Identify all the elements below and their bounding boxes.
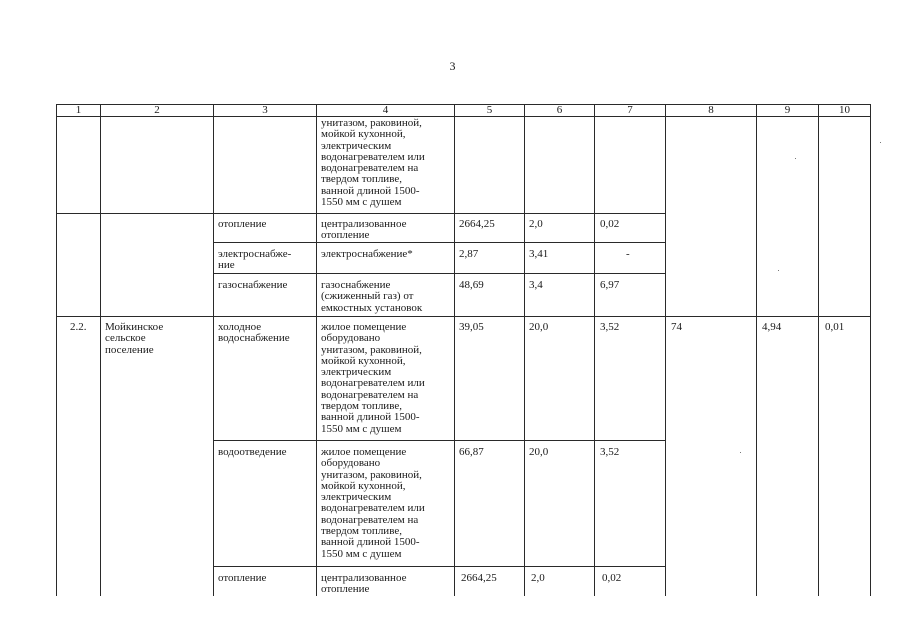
row-a1-description: централизованное отопление (321, 218, 407, 242)
row-a3-description: газоснабжение (сжиженный газ) от емкостных установок (321, 279, 423, 314)
row-sep-b2 (213, 566, 666, 567)
section-b-value-10: 0,01 (825, 321, 845, 333)
continuation-description: унитазом, раковиной, мойкой кухонной, электрическим водонагревателем или водонагревателем на твердом топливе, ванной длиной 1500- 1550 мм с душем (321, 117, 425, 209)
row-b1-description: жилое помещение оборудовано унитазом, раковиной, мойкой кухонной, электрическим водонагревателем или водонагревателем на твердом топливе, ванной длиной 1500- 1550 мм с душем (321, 321, 425, 435)
col-divider-1 (100, 104, 101, 596)
section-separator (56, 316, 870, 317)
col-divider-8 (756, 104, 757, 596)
table-left-border (56, 104, 57, 596)
row-b1-service: холодное водоснабжение (218, 321, 290, 345)
table-right-border (870, 104, 871, 596)
row-b3-value-7: 0,02 (602, 572, 622, 584)
row-a1-value-6: 2,0 (529, 218, 543, 230)
col-divider-4 (454, 104, 455, 596)
row-b3-description: централизованное отопление (321, 572, 407, 596)
row-b3-value-6: 2,0 (531, 572, 545, 584)
row-a1-service: отопление (218, 218, 267, 230)
row-b1-value-6: 20,0 (529, 321, 549, 333)
row-a1-value-5: 2664,25 (459, 218, 495, 230)
header-col-9: 9 (784, 104, 791, 116)
section-b-number: 2.2. (70, 321, 87, 333)
header-col-1: 1 (75, 104, 82, 116)
row-b2-description: жилое помещение оборудовано унитазом, раковиной, мойкой кухонной, электрическим водонагревателем или водонагревателем на твердом топливе, ванной длиной 1500- 1550 мм с душем (321, 446, 425, 560)
scan-speck (778, 270, 779, 271)
col-divider-6 (594, 104, 595, 596)
section-b-value-8: 74 (671, 321, 682, 333)
header-col-6: 6 (556, 104, 563, 116)
row-b1-value-7: 3,52 (600, 321, 620, 333)
row-a2-value-7: - (626, 248, 630, 260)
header-col-5: 5 (486, 104, 493, 116)
row-a2-value-5: 2,87 (459, 248, 479, 260)
row-sep-a1 (56, 213, 666, 214)
row-sep-b1 (213, 440, 666, 441)
row-a2-value-6: 3,41 (529, 248, 549, 260)
scan-speck (880, 142, 881, 143)
col-divider-5 (524, 104, 525, 596)
section-b-settlement: Мойкинское сельское поселение (105, 321, 164, 356)
col-divider-3 (316, 104, 317, 596)
header-col-4: 4 (382, 104, 389, 116)
row-b2-value-7: 3,52 (600, 446, 620, 458)
row-b1-value-5: 39,05 (459, 321, 484, 333)
row-sep-a2 (213, 242, 666, 243)
row-a3-service: газоснабжение (218, 279, 288, 291)
row-b2-service: водоотведение (218, 446, 287, 458)
page-number: 3 (449, 59, 456, 73)
header-col-10: 10 (839, 104, 850, 116)
header-col-7: 7 (627, 104, 633, 116)
header-bottom-border (56, 116, 870, 117)
row-a2-description: электроснабжение* (321, 248, 413, 260)
col-divider-9 (818, 104, 819, 596)
col-divider-7 (665, 104, 666, 596)
row-a3-value-5: 48,69 (459, 279, 484, 291)
row-a3-value-7: 6,97 (600, 279, 620, 291)
scan-speck (740, 452, 741, 453)
section-b-value-9: 4,94 (762, 321, 782, 333)
row-b2-value-6: 20,0 (529, 446, 549, 458)
header-col-3: 3 (262, 104, 268, 116)
scan-speck (795, 158, 796, 159)
row-b3-service: отопление (218, 572, 267, 584)
row-b3-value-5: 2664,25 (461, 572, 497, 584)
header-col-2: 2 (154, 104, 160, 116)
row-a3-value-6: 3,4 (529, 279, 543, 291)
row-a1-value-7: 0,02 (600, 218, 620, 230)
row-b2-value-5: 66,87 (459, 446, 484, 458)
row-a2-service: электроснабже- ние (218, 248, 292, 272)
header-col-8: 8 (708, 104, 714, 116)
col-divider-2 (213, 104, 214, 596)
row-sep-a3 (213, 273, 666, 274)
